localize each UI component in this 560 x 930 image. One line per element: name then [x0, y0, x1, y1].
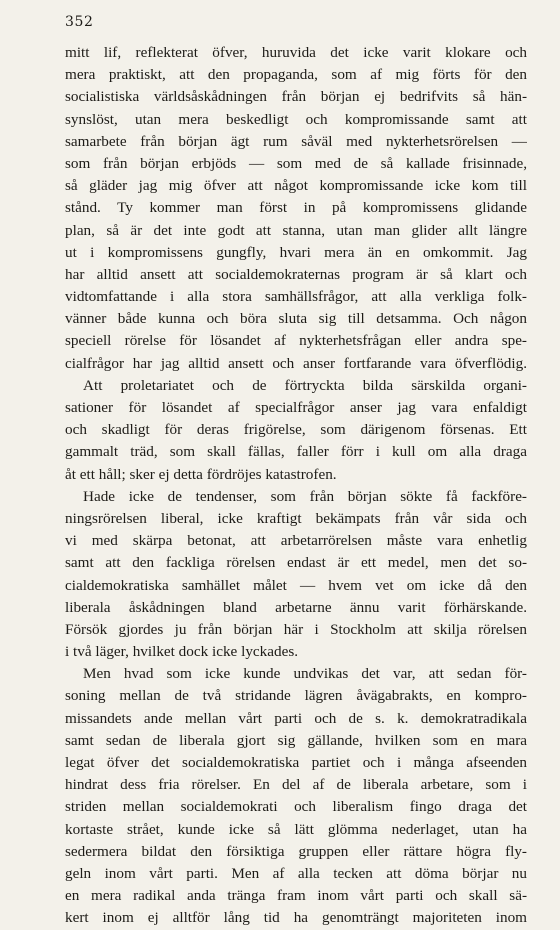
text-line: åt ett håll; sker ej detta fördröjes katastrofen.: [65, 465, 337, 483]
text-line: liberala åskådningen bland arbetarne ännu varit förhärskande.: [65, 598, 527, 616]
text-line: kortaste strået, kunde icke så lätt glömma nederlaget, utan ha: [65, 820, 527, 838]
text-line: speciell rörelse för lösandet af nykterhetsfrågan eller andra spe-: [65, 332, 527, 350]
page-number: 352: [65, 14, 94, 30]
text-line: ut i kompromissens gungfly, hvari mera än en omkommit. Jag: [65, 243, 527, 261]
text-line: en mera radikal anda tränga fram inom vårt parti och skall sä-: [65, 887, 527, 905]
text-line: vidtomfattande i alla stora samhällsfrågor, att alla verkliga folk-: [65, 288, 527, 306]
text-line: i två läger, hvilket dock icke lyckades.: [65, 643, 299, 661]
text-line: som från början erbjöds — som med de så kallade frisinnade,: [65, 154, 527, 172]
text-line: vänner både kunna och böra sluta sig till detsamma. Och någon: [65, 310, 527, 328]
text-line: soning mellan de två stridande lägren åvägabrakts, en kompro-: [65, 687, 527, 705]
text-line: sedermera bildat den försiktiga gruppen eller rättare högra fly-: [65, 842, 527, 860]
text-line: och skadligt för deras frigörelse, som därigenom försenas. Ett: [65, 421, 527, 439]
text-line: legat öfver det socialdemokratiska partiet och i många afseenden: [65, 754, 527, 771]
text-line: Försök gjordes ju från början här i Stockholm att skilja rörelsen: [65, 620, 527, 638]
body-text: [65, 42, 527, 930]
text-line: hindrat dess fria rörelser. En del af de liberala arbetare, som i: [65, 776, 527, 794]
text-line: kert inom ej alltför lång tid ha genomträngt majoriteten inom: [65, 909, 527, 927]
text-line: Men hvad som icke kunde undvikas det var, att sedan för-: [83, 665, 527, 683]
text-line: plan, så är det inte godt att stanna, utan man glider allt längre: [65, 221, 527, 239]
text-line: socialistiska världsåskådningen från början ej bedrifvits så hän-: [65, 88, 527, 106]
text-line: striden mellan socialdemokrati och liberalism fingo draga det: [65, 798, 527, 816]
text-line: missandets ande mellan vårt parti och de s. k. demokratradikala: [65, 709, 527, 727]
text-line: sationer för lösandet af specialfrågor anser jag vara enfaldigt: [65, 399, 527, 416]
text-line: stånd. Ty kommer man först in på kompromissens glidande: [65, 199, 527, 217]
text-line: mitt lif, reflekterat öfver, huruvida det icke varit klokare och: [65, 44, 527, 61]
text-line: mera praktiskt, att den propaganda, som af mig förts för den: [65, 66, 527, 84]
text-line: Hade icke de tendenser, som från början sökte få fackföre-: [83, 487, 527, 505]
text-line: ningsrörelsen liberal, icke kraftigt bekämpats från vår sida och: [65, 509, 527, 527]
text-line: gammalt träd, som skall fällas, faller förr i kull om alla draga: [65, 443, 527, 461]
text-line: Att proletariatet och de förtryckta bilda särskilda organi-: [83, 376, 527, 394]
text-line: så gläder jag mig öfver att något kompromissande icke kom till: [65, 177, 527, 195]
text-line: samt sedan de liberala gjort sig gällande, hvilken som en mara: [65, 731, 527, 749]
text-line: samt att den fackliga rörelsen endast är ett medel, men det so-: [65, 554, 527, 572]
text-line: cialfrågor har jag alltid ansett och anser fortfarande vara öfverflödig.: [65, 354, 527, 372]
text-line: samarbete från början ägt rum såväl med nykterhetsrörelsen —: [65, 132, 527, 150]
text-line: vi med skärpa betonat, att arbetarrörelsen måste vara enhetlig: [65, 532, 527, 550]
text-line: cialdemokratiska samhället målet — hvem vet om icke då den: [65, 576, 527, 594]
text-line: har alltid ansett att socialdemokraternas program är så klart och: [65, 265, 527, 283]
text-line: geln inom vårt parti. Men af alla tecken att döma börjar nu: [65, 864, 527, 882]
text-line: synslöst, utan mera beskedligt och kompromissande samt att: [65, 110, 527, 128]
